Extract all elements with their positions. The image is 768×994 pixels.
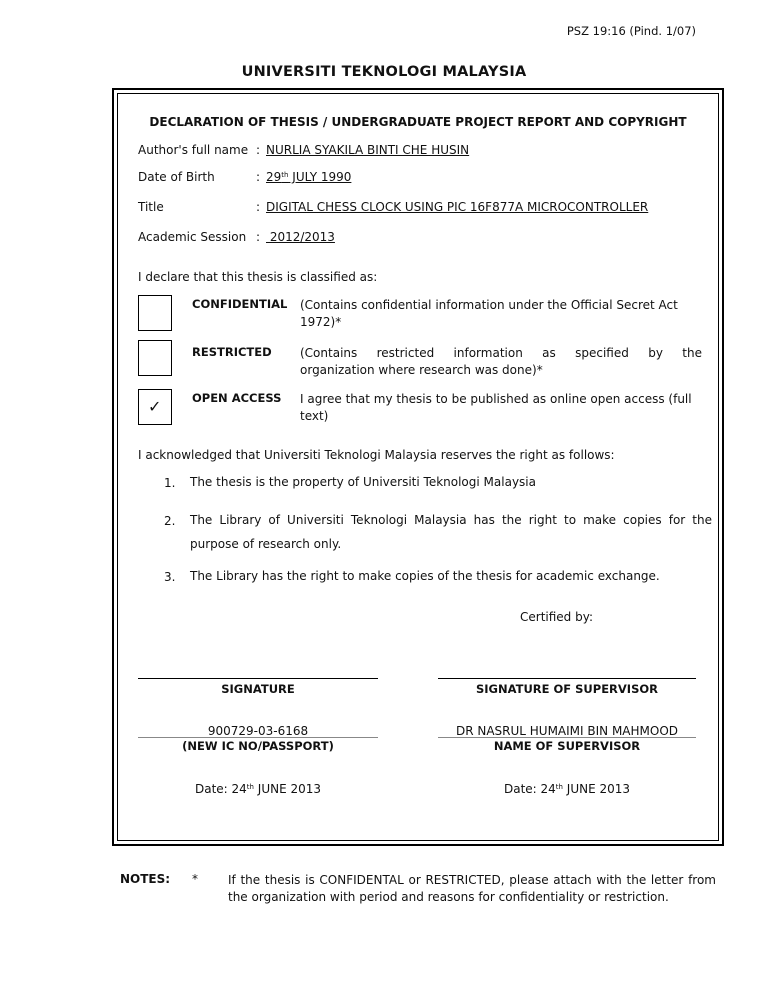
dob-label: Date of Birth: [138, 170, 215, 184]
check-icon: ✓: [148, 397, 162, 416]
restricted-description-line1: (Contains restricted information as specified by the: [300, 346, 702, 360]
supervisor-signature-label: SIGNATURE OF SUPERVISOR: [475, 682, 659, 696]
supervisor-signature-line: [438, 678, 696, 679]
restricted-description-cont: organization where research was done)*: [300, 363, 543, 377]
university-title: UNIVERSITI TEKNOLOGI MALAYSIA: [241, 64, 527, 80]
restricted-description: [300, 345, 702, 362]
restricted-label: RESTRICTED: [192, 345, 272, 359]
date-rest: JUNE 2013: [562, 782, 631, 796]
dob-value: [266, 170, 351, 184]
right-number: 1.: [164, 476, 176, 490]
right-text-line2: purpose of research only.: [190, 537, 342, 551]
dob-suffix: th: [281, 171, 289, 179]
declaration-title: DECLARATION OF THESIS / UNDERGRADUATE PROJECT REPORT AND COPYRIGHT: [149, 115, 687, 129]
author-value: NURLIA SYAKILA BINTI CHE HUSIN: [266, 143, 470, 157]
date-suffix: th: [246, 783, 254, 791]
session-label: Academic Session: [138, 230, 247, 244]
date-rest: JUNE 2013: [253, 782, 322, 796]
right-number: 2.: [164, 514, 176, 528]
restricted-checkbox[interactable]: [138, 340, 172, 376]
form-code: PSZ 19:16 (Pind. 1/07): [566, 24, 696, 38]
certified-by: Certified by:: [520, 610, 593, 624]
date-left: [138, 782, 378, 796]
date-prefix: Date: 24: [503, 782, 556, 796]
title-label: Title: [138, 200, 164, 214]
colon: :: [256, 200, 261, 214]
confidential-description: (Contains confidential information under the Official Secret Act 1972)*: [300, 298, 678, 329]
title-value: DIGITAL CHESS CLOCK USING PIC 16F877A MICROCONTROLLER: [266, 200, 649, 214]
supervisor-name-label: NAME OF SUPERVISOR: [493, 739, 641, 753]
open-access-checkbox[interactable]: [138, 389, 172, 425]
date-suffix: th: [555, 783, 563, 791]
colon: :: [256, 230, 261, 244]
classified-intro: I declare that this thesis is classified as:: [138, 270, 378, 284]
session-value: 2012/2013: [266, 230, 335, 244]
notes-text: If the thesis is CONFIDENTAL or RESTRICTED, please attach with the letter from the organization with period and reasons for confidentiality or restriction.: [228, 873, 716, 904]
open-access-label: OPEN ACCESS: [192, 391, 282, 405]
right-text: The Library has the right to make copies of the thesis for academic exchange.: [190, 569, 660, 583]
right-number: 3.: [164, 570, 176, 584]
colon: :: [256, 143, 261, 157]
notes-star: *: [192, 872, 198, 886]
open-access-description: I agree that my thesis to be published as online open access (full text): [300, 392, 692, 423]
date-prefix: Date: 24: [194, 782, 247, 796]
notes-label: NOTES:: [120, 872, 171, 886]
signature-label: SIGNATURE: [221, 682, 295, 696]
ic-number: 900729-03-6168: [207, 724, 309, 738]
supervisor-name: DR NASRUL HUMAIMI BIN MAHMOOD: [455, 724, 679, 738]
ic-line: [138, 737, 378, 738]
confidential-label: CONFIDENTIAL: [192, 297, 288, 311]
signature-line: [138, 678, 378, 679]
date-right: [438, 782, 696, 796]
right-text: The thesis is the property of Universiti Teknologi Malaysia: [190, 475, 536, 489]
dob-day: 29: [266, 170, 282, 184]
confidential-checkbox[interactable]: [138, 295, 172, 331]
ic-label: (NEW IC NO/PASSPORT): [182, 739, 334, 753]
right-text-line1: The Library of Universiti Teknologi Malaysia has the right to make copies for the: [190, 513, 712, 527]
supervisor-name-line: [438, 737, 696, 738]
colon: :: [256, 170, 261, 184]
author-label: Author's full name: [138, 143, 249, 157]
dob-rest: JULY 1990: [288, 170, 352, 184]
acknowledge-text: I acknowledged that Universiti Teknologi Malaysia reserves the right as follows:: [138, 448, 615, 462]
